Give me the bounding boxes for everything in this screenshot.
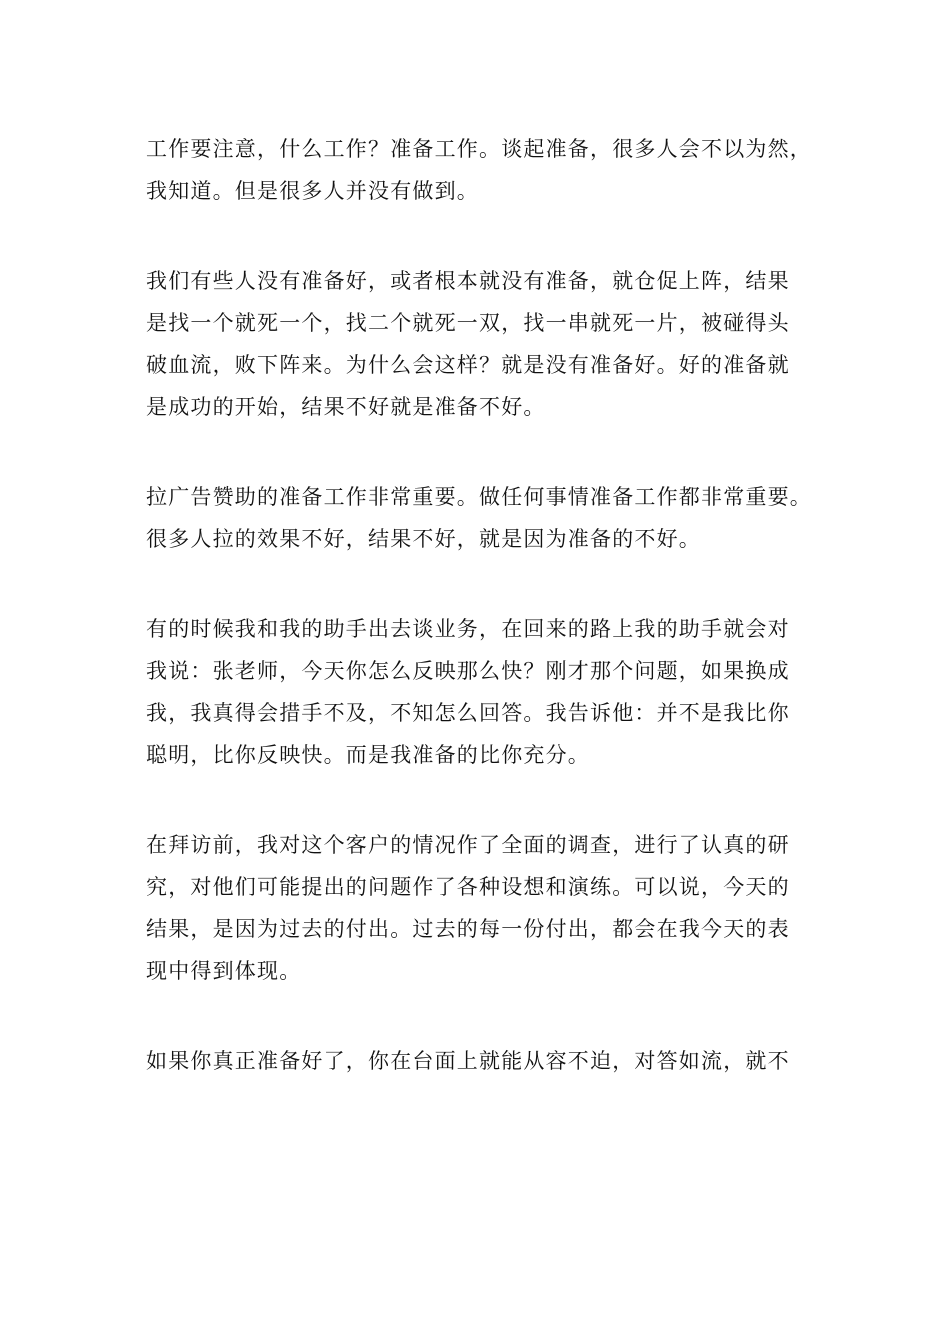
text-line: 很多人拉的效果不好，结果不好，就是因为准备的不好。 bbox=[146, 527, 701, 551]
paragraph-2 bbox=[146, 260, 836, 428]
text-line: 拉广告赞助的准备工作非常重要。做任何事情准备工作都非常重要。 bbox=[146, 485, 812, 509]
paragraph-1 bbox=[146, 128, 836, 212]
text-line: 是成功的开始，结果不好就是准备不好。 bbox=[146, 395, 546, 419]
text-line: 是找一个就死一个，找二个就死一双，找一串就死一片，被碰得头 bbox=[146, 311, 790, 335]
text-line: 我说：张老师，今天你怎么反映那么快？刚才那个问题，如果换成 bbox=[146, 659, 790, 683]
paragraph-5 bbox=[146, 824, 836, 992]
text-line: 现中得到体现。 bbox=[146, 959, 302, 983]
text-line: 破血流，败下阵来。为什么会这样？就是没有准备好。好的准备就 bbox=[146, 353, 790, 377]
text-line: 工作要注意，什么工作？准备工作。谈起准备，很多人会不以为然， bbox=[146, 137, 812, 161]
text-line: 聪明，比你反映快。而是我准备的比你充分。 bbox=[146, 743, 590, 767]
text-line: 我，我真得会措手不及，不知怎么回答。我告诉他：并不是我比你 bbox=[146, 701, 790, 725]
text-line: 究，对他们可能提出的问题作了各种设想和演练。可以说，今天的 bbox=[146, 875, 790, 899]
paragraph-3 bbox=[146, 476, 836, 560]
text-line: 我知道。但是很多人并没有做到。 bbox=[146, 179, 479, 203]
text-line: 如果你真正准备好了，你在台面上就能从容不迫，对答如流，就不 bbox=[146, 1049, 790, 1073]
text-line: 结果，是因为过去的付出。过去的每一份付出，都会在我今天的表 bbox=[146, 917, 790, 941]
paragraph-4 bbox=[146, 608, 836, 776]
text-line: 在拜访前，我对这个客户的情况作了全面的调查，进行了认真的研 bbox=[146, 833, 790, 857]
text-line: 有的时候我和我的助手出去谈业务，在回来的路上我的助手就会对 bbox=[146, 617, 790, 641]
text-line: 我们有些人没有准备好，或者根本就没有准备，就仓促上阵，结果 bbox=[146, 269, 790, 293]
paragraph-6 bbox=[146, 1040, 836, 1082]
document-body bbox=[146, 128, 836, 1130]
